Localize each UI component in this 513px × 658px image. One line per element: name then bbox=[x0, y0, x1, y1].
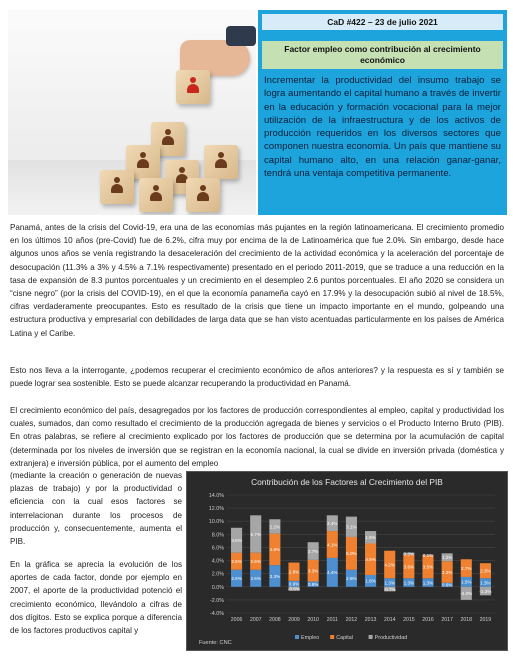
y-tick-label: -4.0% bbox=[209, 611, 224, 617]
data-label: -0.7% bbox=[383, 586, 396, 592]
person-cube-icon bbox=[139, 178, 173, 212]
data-label: 0.9% bbox=[288, 581, 300, 587]
data-label: 2.3% bbox=[480, 568, 491, 574]
x-tick-label: 2011 bbox=[326, 617, 338, 623]
data-label: 1.3% bbox=[384, 580, 395, 586]
x-tick-label: 2018 bbox=[460, 617, 473, 623]
data-label: 3.8% bbox=[231, 538, 242, 544]
legend-label: Capital bbox=[336, 635, 353, 641]
data-label: 4.8% bbox=[365, 557, 376, 563]
data-label: 4.4% bbox=[327, 570, 338, 576]
y-tick-label: 0.0% bbox=[211, 584, 224, 591]
y-tick-label: 10.0% bbox=[208, 519, 224, 526]
chart-title: Contribución de los Factores al Crecimiento del PIB bbox=[251, 477, 443, 487]
paragraph-question: Esto nos lleva a la interrogante, ¿podemos recuperar el crecimiento económico de años anteriores? y la respuesta es sí y también se puede lograr sea sostenible. Esto se puede alcanzar recuperando la productividad en Panamá. bbox=[10, 366, 504, 389]
paragraph-factors-cont: (mediante la creación o generación de nuevas plazas de trabajo) y por la productividad o eficiencia con la cual esos factores se interrelacionan durante los procesos de producción y, consecuentemente, aumenta el PIB. bbox=[10, 471, 182, 547]
data-label: 3.3% bbox=[441, 569, 453, 575]
data-label: 2.6% bbox=[346, 576, 357, 582]
summary-text: Incrementar la productividad del insumo trabajo se logra aumentando el capital humano a través de invertir en la educación y formación vocacional para la mejor utilización de la infraestructura y de los activos de producción requeridos en los diversos sectores que componen nuestra economía. Un país que mantiene su capital humano alto, en una relación ganar-ganar, tendrá una ventaja competitiva permanente. bbox=[264, 75, 501, 180]
x-tick-label: 2008 bbox=[269, 617, 281, 623]
y-tick-label: -2.0% bbox=[209, 597, 224, 604]
data-label: 2.8% bbox=[288, 569, 300, 575]
legend-swatch bbox=[330, 635, 334, 639]
data-label: 1.8% bbox=[365, 578, 376, 584]
data-label: 0.6% bbox=[441, 582, 453, 588]
data-label: 2.7% bbox=[461, 565, 472, 571]
legend-label: Productividad bbox=[374, 635, 408, 641]
data-label: 1.3% bbox=[403, 580, 415, 586]
x-tick-label: 2010 bbox=[307, 617, 319, 623]
data-label: 1.3% bbox=[480, 580, 491, 586]
data-label: 2.6% bbox=[250, 559, 261, 565]
data-label: 0.3% bbox=[403, 551, 415, 557]
x-tick-label: 2012 bbox=[345, 617, 358, 623]
y-tick-label: 2.0% bbox=[211, 571, 224, 578]
red-person-cube-icon bbox=[176, 70, 210, 104]
y-tick-label: 12.0% bbox=[208, 506, 224, 513]
paragraph-chart-explanation: En la gráfica se aprecia la evolución de los aportes de cada factor, donde por ejemplo en 2007, el aporte de la productividad potenció el crecimiento económico, llevándolo a cifras de dos dígitos. Esto se explica porque a diferencia de los factores productivos capital y bbox=[10, 560, 182, 636]
article-title: Factor empleo como contribución al crecimiento económico bbox=[262, 41, 503, 69]
chart-canvas bbox=[187, 472, 507, 650]
x-tick-label: 2007 bbox=[249, 617, 262, 623]
legend-swatch bbox=[295, 635, 299, 639]
data-label: 2.6% bbox=[231, 576, 242, 582]
data-label: 2.6% bbox=[250, 576, 261, 582]
data-label: 3.5% bbox=[422, 564, 434, 570]
legend-swatch bbox=[369, 635, 373, 639]
data-label: -0.6% bbox=[287, 586, 301, 592]
data-label: 5.0% bbox=[346, 551, 357, 557]
info-panel bbox=[258, 10, 507, 215]
data-label: 4.2% bbox=[384, 562, 395, 568]
y-tick-label: 4.0% bbox=[211, 558, 224, 565]
data-label: -2.0% bbox=[460, 591, 473, 597]
data-label: 3.1% bbox=[346, 524, 357, 530]
data-label: 4.1% bbox=[327, 542, 338, 548]
x-tick-label: 2015 bbox=[403, 617, 415, 623]
y-tick-label: 14.0% bbox=[208, 493, 224, 499]
person-cube-icon bbox=[204, 145, 238, 179]
data-label: 2.6% bbox=[231, 559, 242, 565]
person-cube-icon bbox=[186, 178, 220, 212]
issue-header: CaD #422 – 23 de julio 2021 bbox=[262, 14, 503, 30]
data-label: 3.3% bbox=[269, 573, 281, 579]
data-label: -1.3% bbox=[479, 588, 492, 594]
x-tick-label: 2017 bbox=[441, 617, 453, 623]
hero-background bbox=[8, 10, 256, 160]
chart-source: Fuente: CNC bbox=[199, 640, 232, 646]
hero-image bbox=[8, 10, 256, 215]
y-tick-label: 6.0% bbox=[211, 545, 224, 552]
x-tick-label: 2016 bbox=[422, 617, 434, 623]
x-tick-label: 2014 bbox=[383, 617, 396, 623]
data-label: 5.7% bbox=[250, 531, 261, 537]
person-cube-icon bbox=[100, 170, 134, 204]
x-tick-label: 2006 bbox=[230, 617, 243, 623]
x-tick-label: 2013 bbox=[364, 617, 377, 623]
data-label: 3.6% bbox=[403, 564, 415, 570]
growth-contribution-chart bbox=[186, 471, 508, 651]
x-tick-label: 2009 bbox=[288, 617, 300, 623]
data-label: 1.3% bbox=[422, 580, 434, 586]
data-label: 4.8% bbox=[269, 547, 281, 553]
data-label: 0.1% bbox=[422, 552, 434, 558]
data-label: 1.9% bbox=[365, 535, 376, 541]
data-label: 0.8% bbox=[307, 581, 319, 587]
legend-label: Empleo bbox=[301, 635, 320, 641]
paragraph-intro: Panamá, antes de la crisis del Covid-19, era una de las economías más pujantes en la región latinoamericana. El crecimiento promedio en los últimos 10 años (pre-Covid) fue de 6.2%, cifra muy por encima de la de Latinoamérica que fue 2.0%. Sin embargo, desde hace algunos unos años se venía registrando la desaceleración del crecimiento de la actividad económica y la aceleración del porcentaje de desocupación (11.3% a 3% y 4.5% a 7.1% respectivamente) presentado en el periodo 2011-2019, que se traduce a una reducción en la tasa de expansión de 8.3 puntos porcentuales y un crecimiento en el desempleo 2.6 puntos porcentuales. El año 2020 se considera un “cisne negro” (por la crisis del COVID-19), en el que la economía panameña cayó en 17.9% y la desocupación subió al nivel de 18.5%, cifras verdaderamente preocupantes. Esto es resultado de la crisis que tiene un impacto importante en el mundo, golpeando una estructura productiva y empresarial con debilidades de larga data que se han visto acentuadas particularmente en los países de América Latina y el Caribe. bbox=[10, 223, 504, 338]
data-label: 2.4% bbox=[327, 520, 338, 526]
data-label: 2.2% bbox=[269, 524, 281, 530]
data-label: 1.5% bbox=[461, 579, 472, 585]
data-label: 3.3% bbox=[307, 568, 319, 574]
data-label: 1.2% bbox=[441, 555, 453, 561]
x-tick-label: 2019 bbox=[479, 617, 492, 623]
y-tick-label: 8.0% bbox=[211, 532, 224, 539]
paragraph-factors: El crecimiento económico del país, desagregados por los factores de producción correspondientes al empleo, capital y productividad los cuales, sumados, dan como resultado el crecimiento de la producción agregada de bienes y servicios o el Producto Interno Bruto (PIB). En otras palabras, se refiere al crecimiento explicado por los factores de producción que se determina por la acumulación de capital (determinada por los niveles de inversión que se registran en la economía nacional, la cual se divide en inversión privada (doméstica y extranjera) e inversión pública, por el aumento del empleo bbox=[10, 406, 504, 468]
data-label: 2.7% bbox=[307, 548, 319, 554]
